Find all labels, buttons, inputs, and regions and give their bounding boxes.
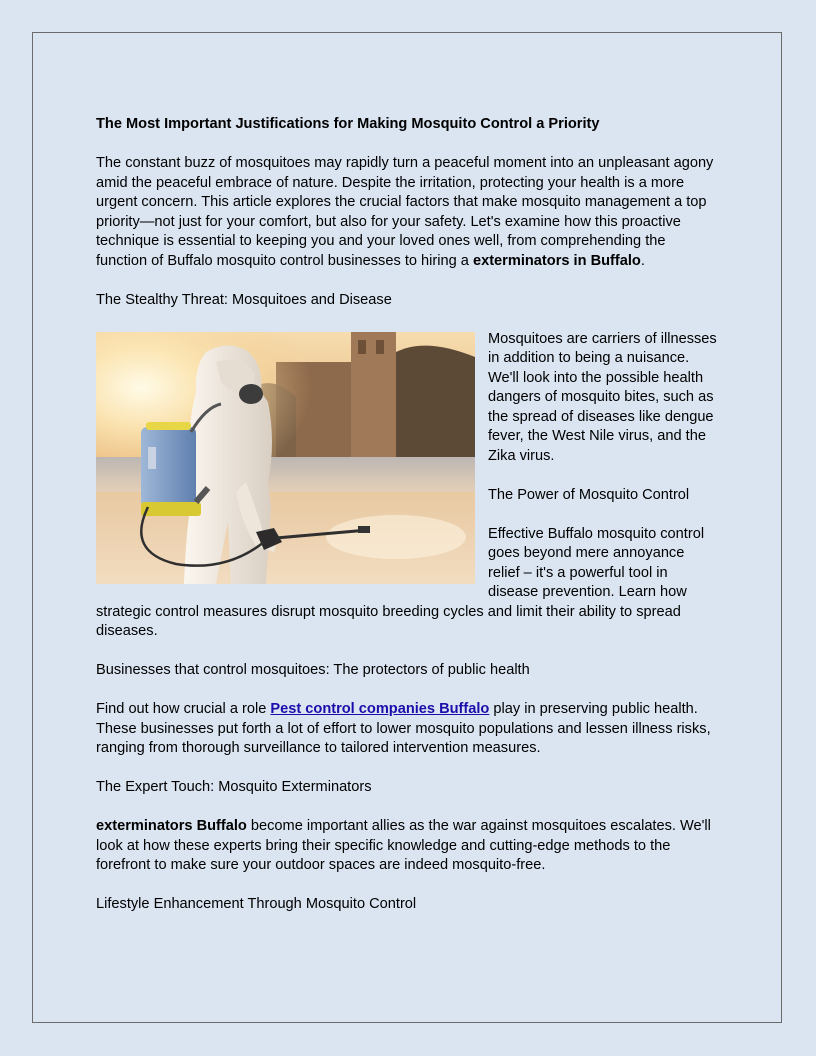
intro-bold-keyword: exterminators in Buffalo <box>472 252 641 269</box>
section-heading-power: The Power of Mosquito Control <box>488 486 690 503</box>
section-body-power: Effective Buffalo mosquito control goes beyond mere annoyance relief – it's a powerful tool in disease prevention. Learn how strategic control measures disrupt mosquito breeding cycles and limit their ability to spread diseases. <box>96 525 705 639</box>
intro-paragraph: The constant buzz of mosquitoes may rapidly turn a peaceful moment into an unpleasant agony amid the peaceful embrace of nature. Despite the irritation, protecting your health is a more urgent concern. This article explores the crucial factors that make mosquito management a top priority—not just for your comfort, but also for your safety. Let's examine how this proactive technique is essential to keeping you and your loved ones well, from comprehending the function of Buffalo mosquito control businesses to hiring a exterminators in Buffalo. <box>96 155 714 269</box>
section-body-expert: exterminators Buffalo become important allies as the war against mosquitoes escalates. We'll look at how these experts bring their specific knowledge and cutting-edge methods to the forefront to make sure your outdoor spaces are indeed mosquito-free. <box>96 818 711 873</box>
section-heading-lifestyle: Lifestyle Enhancement Through Mosquito Control <box>96 896 417 912</box>
section-heading-expert: The Expert Touch: Mosquito Exterminators <box>96 779 372 795</box>
section-heading-businesses: Businesses that control mosquitoes: The protectors of public health <box>96 662 530 678</box>
article-body <box>96 115 720 934</box>
pest-control-companies-link[interactable]: Pest control companies Buffalo <box>270 701 490 717</box>
article-title: The Most Important Justifications for Making Mosquito Control a Priority <box>96 116 600 132</box>
exterminator-photo <box>96 332 475 584</box>
section-heading-stealthy-threat: The Stealthy Threat: Mosquitoes and Disease <box>96 291 392 308</box>
section-body-businesses: Find out how crucial a role Pest control companies Buffalo play in preserving public health. These businesses put forth a lot of effort to lower mosquito populations and lessen illness risks, ranging from thorough surveillance to tailored intervention measures. <box>96 701 711 756</box>
expert-bold-keyword: exterminators Buffalo <box>96 818 247 834</box>
section-body-stealthy-threat: Mosquitoes are carriers of illnesses in addition to being a nuisance. We'll look into the possible health dangers of mosquito bites, such as the spread of diseases like dengue fever, the West Nile virus, and the Zika virus. <box>488 330 717 464</box>
